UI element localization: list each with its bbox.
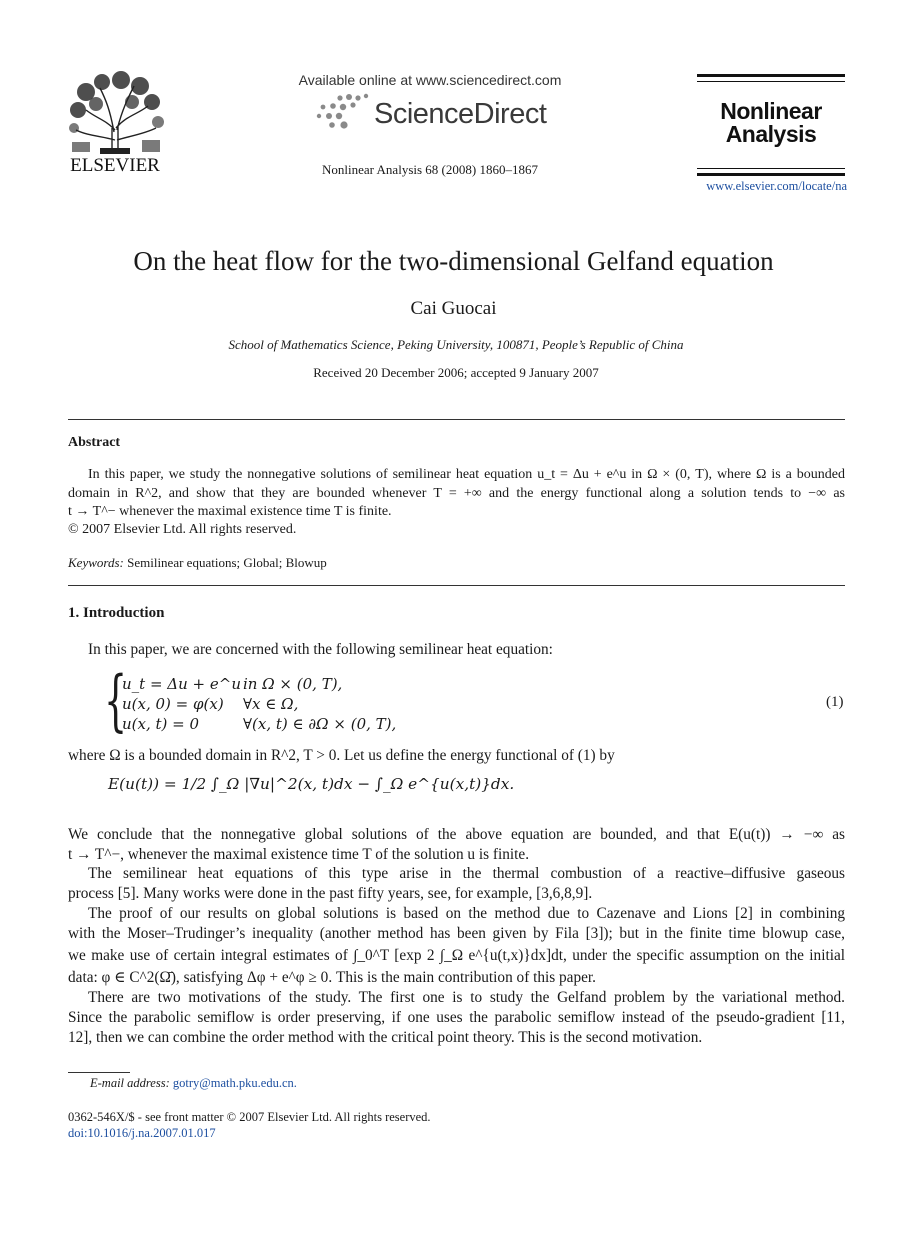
abstract-line: domain in R^2, and show that they are bounded whenever T = +∞ and the energy functional along a solution tends to −∞ as — [68, 486, 845, 501]
equation-rhs: ∀x ∈ Ω, — [243, 695, 299, 713]
journal-logo-rule — [697, 173, 845, 176]
front-matter-notice: 0362-546X/$ - see front matter © 2007 Elsevier Ltd. All rights reserved. — [68, 1110, 431, 1124]
divider — [68, 585, 845, 586]
abstract-line: t → T^− whenever the maximal existence time T is finite. — [68, 504, 392, 519]
body-line: 12], then we can combine the order method with the critical point theory. This is the second motivation. — [68, 1029, 703, 1046]
abstract-copyright: © 2007 Elsevier Ltd. All rights reserved. — [68, 522, 297, 537]
intro-sentence: In this paper, we are concerned with the following semilinear heat equation: — [88, 641, 553, 658]
body-line: with the Moser–Trudinger’s inequality (another method has been given by Fila [3]); but in the finite time blowup case, — [68, 925, 845, 942]
divider — [68, 419, 845, 420]
abstract-line: In this paper, we study the nonnegative solutions of semilinear heat equation u_t = Δu + e^u in Ω × (0, T), where Ω is a bounded — [88, 467, 845, 482]
body-line: The semilinear heat equations of this type arise in the thermal combustion of a reactive–diffusive gaseous — [88, 865, 845, 882]
author-affiliation: School of Mathematics Science, Peking University, 100871, People’s Republic of China — [228, 337, 684, 352]
doi-link[interactable]: doi:10.1016/j.na.2007.01.017 — [68, 1126, 216, 1140]
author-name: Cai Guocai — [410, 298, 497, 319]
elsevier-wordmark: ELSEVIER — [70, 155, 160, 176]
journal-logo: Nonlinear Analysis — [720, 98, 822, 147]
body-line: t → T^−, whenever the maximal existence time T of the solution u is finite. — [68, 846, 530, 863]
body-line: We conclude that the nonnegative global solutions of the above equation are bounded, and that E(u(t)) → −∞ as — [68, 826, 845, 843]
equation-brace: { — [104, 662, 128, 739]
journal-url-link[interactable]: www.elsevier.com/locate/na — [706, 179, 847, 193]
paper-title: On the heat flow for the two-dimensional Gelfand equation — [133, 246, 774, 276]
journal-logo-rule — [697, 81, 845, 82]
body-line: process [5]. Many works were done in the past fifty years, see, for example, [3,6,8,9]. — [68, 885, 593, 902]
received-dates: Received 20 December 2006; accepted 9 January 2007 — [313, 365, 599, 380]
journal-logo-rule — [697, 74, 845, 77]
equation-rhs: in Ω × (0, T), — [243, 675, 343, 693]
email-link[interactable]: gotry@math.pku.edu.cn. — [172, 1076, 297, 1090]
keywords-label: Keywords: — [68, 555, 124, 570]
equation-number: (1) — [826, 694, 844, 710]
where-sentence: where Ω is a bounded domain in R^2, T > 0. Let us define the energy functional of (1) by — [68, 747, 615, 764]
journal-logo-rule — [697, 168, 845, 169]
abstract-heading: Abstract — [68, 435, 121, 450]
section-heading: 1. Introduction — [68, 605, 165, 621]
equation-lhs: u(x, 0) = φ(x) — [122, 695, 224, 713]
footnote-rule — [68, 1072, 130, 1073]
equation-rhs: ∀(x, t) ∈ ∂Ω × (0, T), — [243, 715, 397, 733]
body-line: Since the parabolic semiflow is order preserving, if one uses the parabolic semiflow instead of the pseudo-gradient [11, — [68, 1009, 845, 1026]
available-online-text[interactable]: Available online at www.sciencedirect.com — [298, 72, 562, 88]
keywords — [68, 555, 327, 571]
body-line: There are two motivations of the study. The first one is to study the Gelfand problem by the variational method. — [88, 989, 845, 1006]
body-line: data: φ ∈ C^2(Ω̄), satisfying Δφ + e^φ ≥ 0. This is the main contribution of this paper. — [68, 969, 596, 986]
sciencedirect-dots-icon — [314, 92, 374, 132]
body-line: we make use of certain integral estimates of ∫_0^T [exp 2 ∫_Ω e^{u(t,x)}dx]dt, under the specific assumption on the initial — [68, 947, 845, 964]
email-footnote — [90, 1076, 297, 1091]
keywords-text: Semilinear equations; Global; Blowup — [127, 555, 327, 570]
journal-citation: Nonlinear Analysis 68 (2008) 1860–1867 — [322, 162, 538, 177]
energy-functional-equation: E(u(t)) = 1/2 ∫_Ω |∇u|^2(x, t)dx − ∫_Ω e^{u(x,t)}dx. — [108, 775, 515, 793]
email-label: E-mail address: — [90, 1076, 170, 1090]
body-line: The proof of our results on global solutions is based on the method due to Cazenave and Lions [2] in combining — [88, 905, 845, 922]
equation-lhs: u(x, t) = 0 — [122, 715, 200, 733]
sciencedirect-wordmark: ScienceDirect — [374, 98, 547, 130]
equation-lhs: u_t = Δu + e^u — [122, 675, 241, 693]
